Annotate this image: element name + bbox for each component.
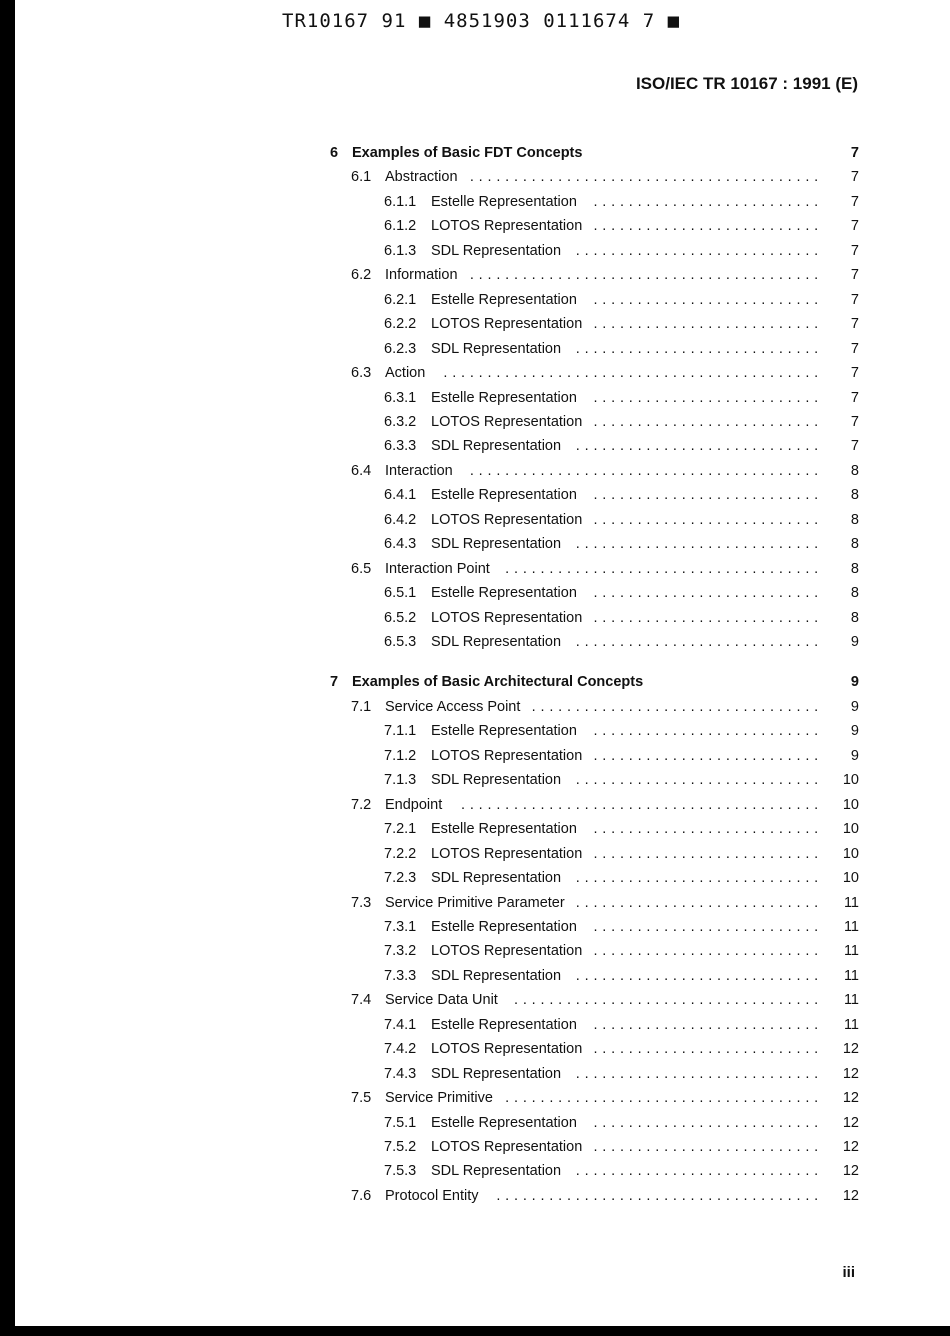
toc-entry-number: 6.3: [351, 365, 372, 382]
toc-entry-number: 6.5: [351, 560, 372, 577]
toc-entry-title: Estelle Representation: [431, 1114, 577, 1131]
toc-entry-title: LOTOS Representation: [431, 845, 583, 862]
toc-dot-leader: ..........................: [593, 747, 823, 764]
toc-entry-title: Examples of Basic FDT Concepts: [352, 145, 583, 161]
toc-dot-leader: ....................................: [505, 1090, 823, 1107]
toc-page-number: 9: [850, 674, 859, 691]
toc-entry-title: LOTOS Representation: [431, 943, 583, 960]
toc-entry-number: 7.2.2: [384, 845, 417, 862]
document-identifier: ISO/IEC TR 10167 : 1991 (E): [635, 74, 858, 93]
toc-entry: [0, 748, 950, 770]
toc-page-number: 12: [842, 1065, 859, 1082]
toc-entry: [0, 1139, 950, 1161]
toc-entry: [0, 1066, 950, 1088]
toc-entry: [0, 414, 950, 436]
toc-dot-leader: ..........................: [593, 1041, 823, 1058]
toc-entry-number: 6.2.3: [384, 340, 417, 357]
toc-dot-leader: ..........................: [593, 316, 823, 333]
toc-entry-title: Estelle Representation: [431, 821, 577, 838]
toc-entry-number: 6.1.3: [384, 242, 417, 259]
toc-entry-title: SDL Representation: [431, 772, 562, 789]
toc-page-number: 8: [850, 462, 859, 479]
toc-entry-number: 7.6: [351, 1187, 372, 1204]
toc-entry-title: Estelle Representation: [431, 918, 577, 935]
toc-entry: [0, 821, 950, 843]
toc-entry: [0, 1115, 950, 1137]
toc-dot-leader: ..........................: [593, 845, 823, 862]
toc-entry-number: 6.4.2: [384, 511, 417, 528]
toc-entry: [0, 846, 950, 868]
toc-page-number: 10: [842, 796, 859, 813]
toc-dot-leader: ..........................: [593, 1114, 823, 1131]
toc-entry-number: 7.1: [351, 698, 372, 715]
toc-page-number: 12: [842, 1090, 859, 1107]
toc-dot-leader: ..........................: [593, 487, 823, 504]
toc-entry: [0, 1041, 950, 1063]
toc-page-number: 8: [850, 609, 859, 626]
toc-entry: [0, 992, 950, 1014]
toc-entry: [0, 218, 950, 240]
toc-dot-leader: ...................................: [514, 992, 823, 1009]
toc-dot-leader: ........................................: [469, 169, 823, 186]
toc-entry: [0, 316, 950, 338]
toc-page-number: 9: [850, 698, 859, 715]
toc-entry: [0, 463, 950, 485]
toc-page-number: 12: [842, 1187, 859, 1204]
toc-entry-title: SDL Representation: [431, 242, 562, 259]
toc-dot-leader: ..........................: [593, 511, 823, 528]
toc-entry: [0, 512, 950, 534]
toc-entry-number: 6.2: [351, 267, 372, 284]
toc-entry: [0, 536, 950, 558]
toc-entry: [0, 723, 950, 745]
toc-dot-leader: ............................: [575, 634, 823, 650]
toc-page-number: 8: [850, 560, 859, 577]
toc-page-number: 11: [843, 894, 859, 911]
barcode-line: TR10167 91 ■ 4851903 0111674 7 ■: [282, 10, 681, 32]
toc-entry: [0, 585, 950, 607]
toc-page-number: 7: [850, 316, 859, 333]
toc-entry: [0, 870, 950, 892]
toc-entry-title: Information: [385, 267, 458, 284]
toc-entry: [0, 145, 950, 167]
toc-entry-number: 7.5.2: [384, 1139, 417, 1155]
toc-entry: [0, 772, 950, 794]
toc-dot-leader: ..........................: [593, 585, 823, 602]
toc-entry-number: 7.3: [351, 894, 372, 911]
toc-entry: [0, 1163, 950, 1185]
toc-page-number: 7: [850, 291, 859, 308]
toc-entry-title: Examples of Basic Architectural Concepts: [352, 674, 644, 691]
page-number: iii: [842, 1264, 855, 1281]
toc-page-number: 11: [843, 1016, 859, 1033]
toc-entry-title: Estelle Representation: [431, 723, 577, 740]
toc-dot-leader: ........................................: [469, 462, 823, 479]
toc-entry-title: LOTOS Representation: [431, 609, 583, 626]
toc-entry-title: SDL Representation: [431, 438, 562, 455]
toc-entry-number: 7.1.2: [384, 747, 417, 764]
toc-entry-number: 7.1.3: [384, 772, 417, 789]
toc-entry-number: 7.5.1: [384, 1114, 417, 1131]
toc-entry-title: Estelle Representation: [431, 291, 577, 308]
toc-entry: [0, 169, 950, 191]
toc-entry-title: Action: [385, 365, 426, 382]
toc-page-number: 8: [850, 487, 859, 504]
toc-page-number: 12: [842, 1139, 859, 1155]
toc-page-number: 10: [842, 821, 859, 838]
toc-page-number: 9: [850, 747, 859, 764]
toc-entry: [0, 438, 950, 460]
toc-page-number: 12: [842, 1114, 859, 1131]
toc-entry-number: 7.3.1: [384, 918, 417, 935]
toc-entry-title: Estelle Representation: [431, 585, 577, 602]
toc-entry-number: 7.5.3: [384, 1163, 417, 1180]
toc-entry-number: 7.4.2: [384, 1041, 417, 1058]
toc-entry-number: 6.2.1: [384, 291, 417, 308]
toc-entry-title: SDL Representation: [431, 1065, 562, 1082]
scan-bottom-border: [0, 1326, 950, 1336]
toc-entry-title: Service Primitive Parameter: [385, 894, 565, 911]
toc-page-number: 10: [842, 870, 859, 887]
toc-entry: [0, 1090, 950, 1112]
toc-entry-number: 6.4: [351, 462, 372, 479]
toc-dot-leader: ..........................: [593, 389, 823, 406]
toc-page-number: 11: [843, 992, 859, 1009]
toc-entry-title: Estelle Representation: [431, 487, 577, 504]
toc-page-number: 7: [850, 438, 859, 455]
toc-entry-number: 7.3.2: [384, 943, 417, 960]
toc-entry-number: 6.5.2: [384, 609, 417, 626]
toc-entry: [0, 634, 950, 656]
toc-dot-leader: ....................................: [505, 560, 823, 577]
toc-entry-title: Abstraction: [385, 169, 458, 186]
toc-entry-number: 6.1.1: [384, 193, 417, 210]
toc-entry-number: 7.5: [351, 1090, 372, 1107]
toc-page-number: 11: [843, 967, 859, 984]
toc-entry: [0, 341, 950, 363]
toc-dot-leader: ...........................................: [443, 365, 823, 382]
toc-entry-number: 6.5.1: [384, 585, 417, 602]
toc-entry-number: 7.2.1: [384, 821, 417, 838]
toc-page-number: 8: [850, 511, 859, 528]
toc-dot-leader: ............................: [575, 340, 823, 357]
toc-entry-title: Interaction Point: [385, 560, 490, 577]
toc-entry: [0, 943, 950, 965]
toc-entry-title: LOTOS Representation: [431, 1139, 583, 1155]
toc-dot-leader: ..........................: [593, 1016, 823, 1033]
toc-page-number: 7: [850, 267, 859, 284]
toc-entry: [0, 561, 950, 583]
toc-entry: [0, 895, 950, 917]
toc-entry-number: 7.2: [351, 796, 372, 813]
toc-entry-title: Estelle Representation: [431, 389, 577, 406]
toc-entry: [0, 699, 950, 721]
toc-entry-title: Interaction: [385, 462, 453, 479]
toc-page-number: 11: [843, 918, 859, 935]
toc-entry-number: 6.1: [351, 169, 372, 186]
toc-page-number: 8: [850, 536, 859, 553]
toc-entry-number: 7.4.1: [384, 1016, 417, 1033]
toc-page-number: 7: [850, 242, 859, 259]
toc-entry-number: 6.4.1: [384, 487, 417, 504]
toc-page-number: 7: [850, 145, 859, 161]
toc-entry-number: 7.1.1: [384, 723, 417, 740]
toc-dot-leader: ..........................: [593, 193, 823, 210]
toc-entry-number: 6: [330, 145, 339, 161]
toc-page-number: 12: [842, 1163, 859, 1180]
toc-entry: [0, 390, 950, 412]
toc-entry-title: Endpoint: [385, 796, 443, 813]
toc-entry-number: 7.2.3: [384, 870, 417, 887]
toc-dot-leader: .................................: [531, 698, 823, 715]
toc-dot-leader: ............................: [575, 967, 823, 984]
toc-page-number: 10: [842, 772, 859, 789]
toc-page-number: 9: [850, 723, 859, 740]
toc-entry-title: Service Primitive: [385, 1090, 493, 1107]
toc-dot-leader: ..........................: [593, 609, 823, 626]
toc-entry: [0, 243, 950, 265]
toc-entry-title: SDL Representation: [431, 870, 562, 887]
toc-dot-leader: ..........................: [593, 1139, 823, 1155]
toc-entry: [0, 194, 950, 216]
toc-dot-leader: ..........................: [593, 943, 823, 960]
toc-entry-title: LOTOS Representation: [431, 316, 583, 333]
toc-entry-title: LOTOS Representation: [431, 511, 583, 528]
toc-entry-title: Service Data Unit: [385, 992, 498, 1009]
toc-dot-leader: ............................: [575, 536, 823, 553]
toc-page-number: 7: [850, 193, 859, 210]
toc-page-number: 7: [850, 389, 859, 406]
toc-entry-number: 6.4.3: [384, 536, 417, 553]
toc-dot-leader: ..........................: [593, 723, 823, 740]
toc-dot-leader: .....................................: [496, 1187, 823, 1204]
toc-entry-number: 6.2.2: [384, 316, 417, 333]
toc-page-number: 11: [843, 943, 859, 960]
toc-page-number: 9: [850, 634, 859, 650]
toc-entry-title: LOTOS Representation: [431, 747, 583, 764]
toc-entry-title: SDL Representation: [431, 634, 562, 650]
toc-entry-number: 6.3.2: [384, 413, 417, 430]
toc-entry-number: 6.3.3: [384, 438, 417, 455]
toc-entry: [0, 919, 950, 941]
toc-dot-leader: ............................: [575, 1065, 823, 1082]
toc-entry: [0, 610, 950, 632]
toc-entry-title: Service Access Point: [385, 698, 521, 715]
toc-entry: [0, 674, 950, 696]
toc-entry-title: LOTOS Representation: [431, 413, 583, 430]
toc-dot-leader: .........................................: [461, 796, 823, 813]
toc-dot-leader: ..........................: [593, 218, 823, 235]
toc-page-number: 7: [850, 413, 859, 430]
toc-entry-number: 6.1.2: [384, 218, 417, 235]
toc-entry-title: SDL Representation: [431, 340, 562, 357]
toc-entry-title: Estelle Representation: [431, 1016, 577, 1033]
toc-page-number: 12: [842, 1041, 859, 1058]
toc-dot-leader: ............................: [575, 242, 823, 259]
toc-entry-title: SDL Representation: [431, 536, 562, 553]
toc-dot-leader: ............................: [575, 1163, 823, 1180]
toc-page-number: 7: [850, 365, 859, 382]
toc-entry-title: Estelle Representation: [431, 193, 577, 210]
toc-entry: [0, 365, 950, 387]
toc-entry-title: Protocol Entity: [385, 1187, 479, 1204]
toc-dot-leader: ..........................: [593, 413, 823, 430]
toc-page-number: 7: [850, 340, 859, 357]
toc-entry: [0, 487, 950, 509]
toc-entry: [0, 1188, 950, 1210]
toc-dot-leader: ........................................: [469, 267, 823, 284]
toc-entry: [0, 1017, 950, 1039]
toc-entry-title: SDL Representation: [431, 1163, 562, 1180]
toc-entry-number: 7.4: [351, 992, 372, 1009]
toc-entry-number: 7.3.3: [384, 967, 417, 984]
toc-dot-leader: ............................: [575, 894, 823, 911]
toc-entry: [0, 292, 950, 314]
toc-dot-leader: ..........................: [593, 821, 823, 838]
toc-entry-number: 6.5.3: [384, 634, 417, 650]
toc-entry-title: SDL Representation: [431, 967, 562, 984]
toc-entry-title: LOTOS Representation: [431, 1041, 583, 1058]
toc-entry: [0, 797, 950, 819]
toc-page-number: 7: [850, 169, 859, 186]
toc-dot-leader: ............................: [575, 438, 823, 455]
toc-entry-title: LOTOS Representation: [431, 218, 583, 235]
toc-dot-leader: ............................: [575, 772, 823, 789]
toc-page-number: 8: [850, 585, 859, 602]
toc-page-number: 7: [850, 218, 859, 235]
toc-dot-leader: ..........................: [593, 918, 823, 935]
toc-entry: [0, 968, 950, 990]
toc-entry: [0, 267, 950, 289]
toc-page-number: 10: [842, 845, 859, 862]
toc-dot-leader: ............................: [575, 870, 823, 887]
toc-entry-number: 6.3.1: [384, 389, 417, 406]
toc-entry-number: 7: [330, 674, 339, 691]
toc-dot-leader: ..........................: [593, 291, 823, 308]
toc-entry-number: 7.4.3: [384, 1065, 417, 1082]
